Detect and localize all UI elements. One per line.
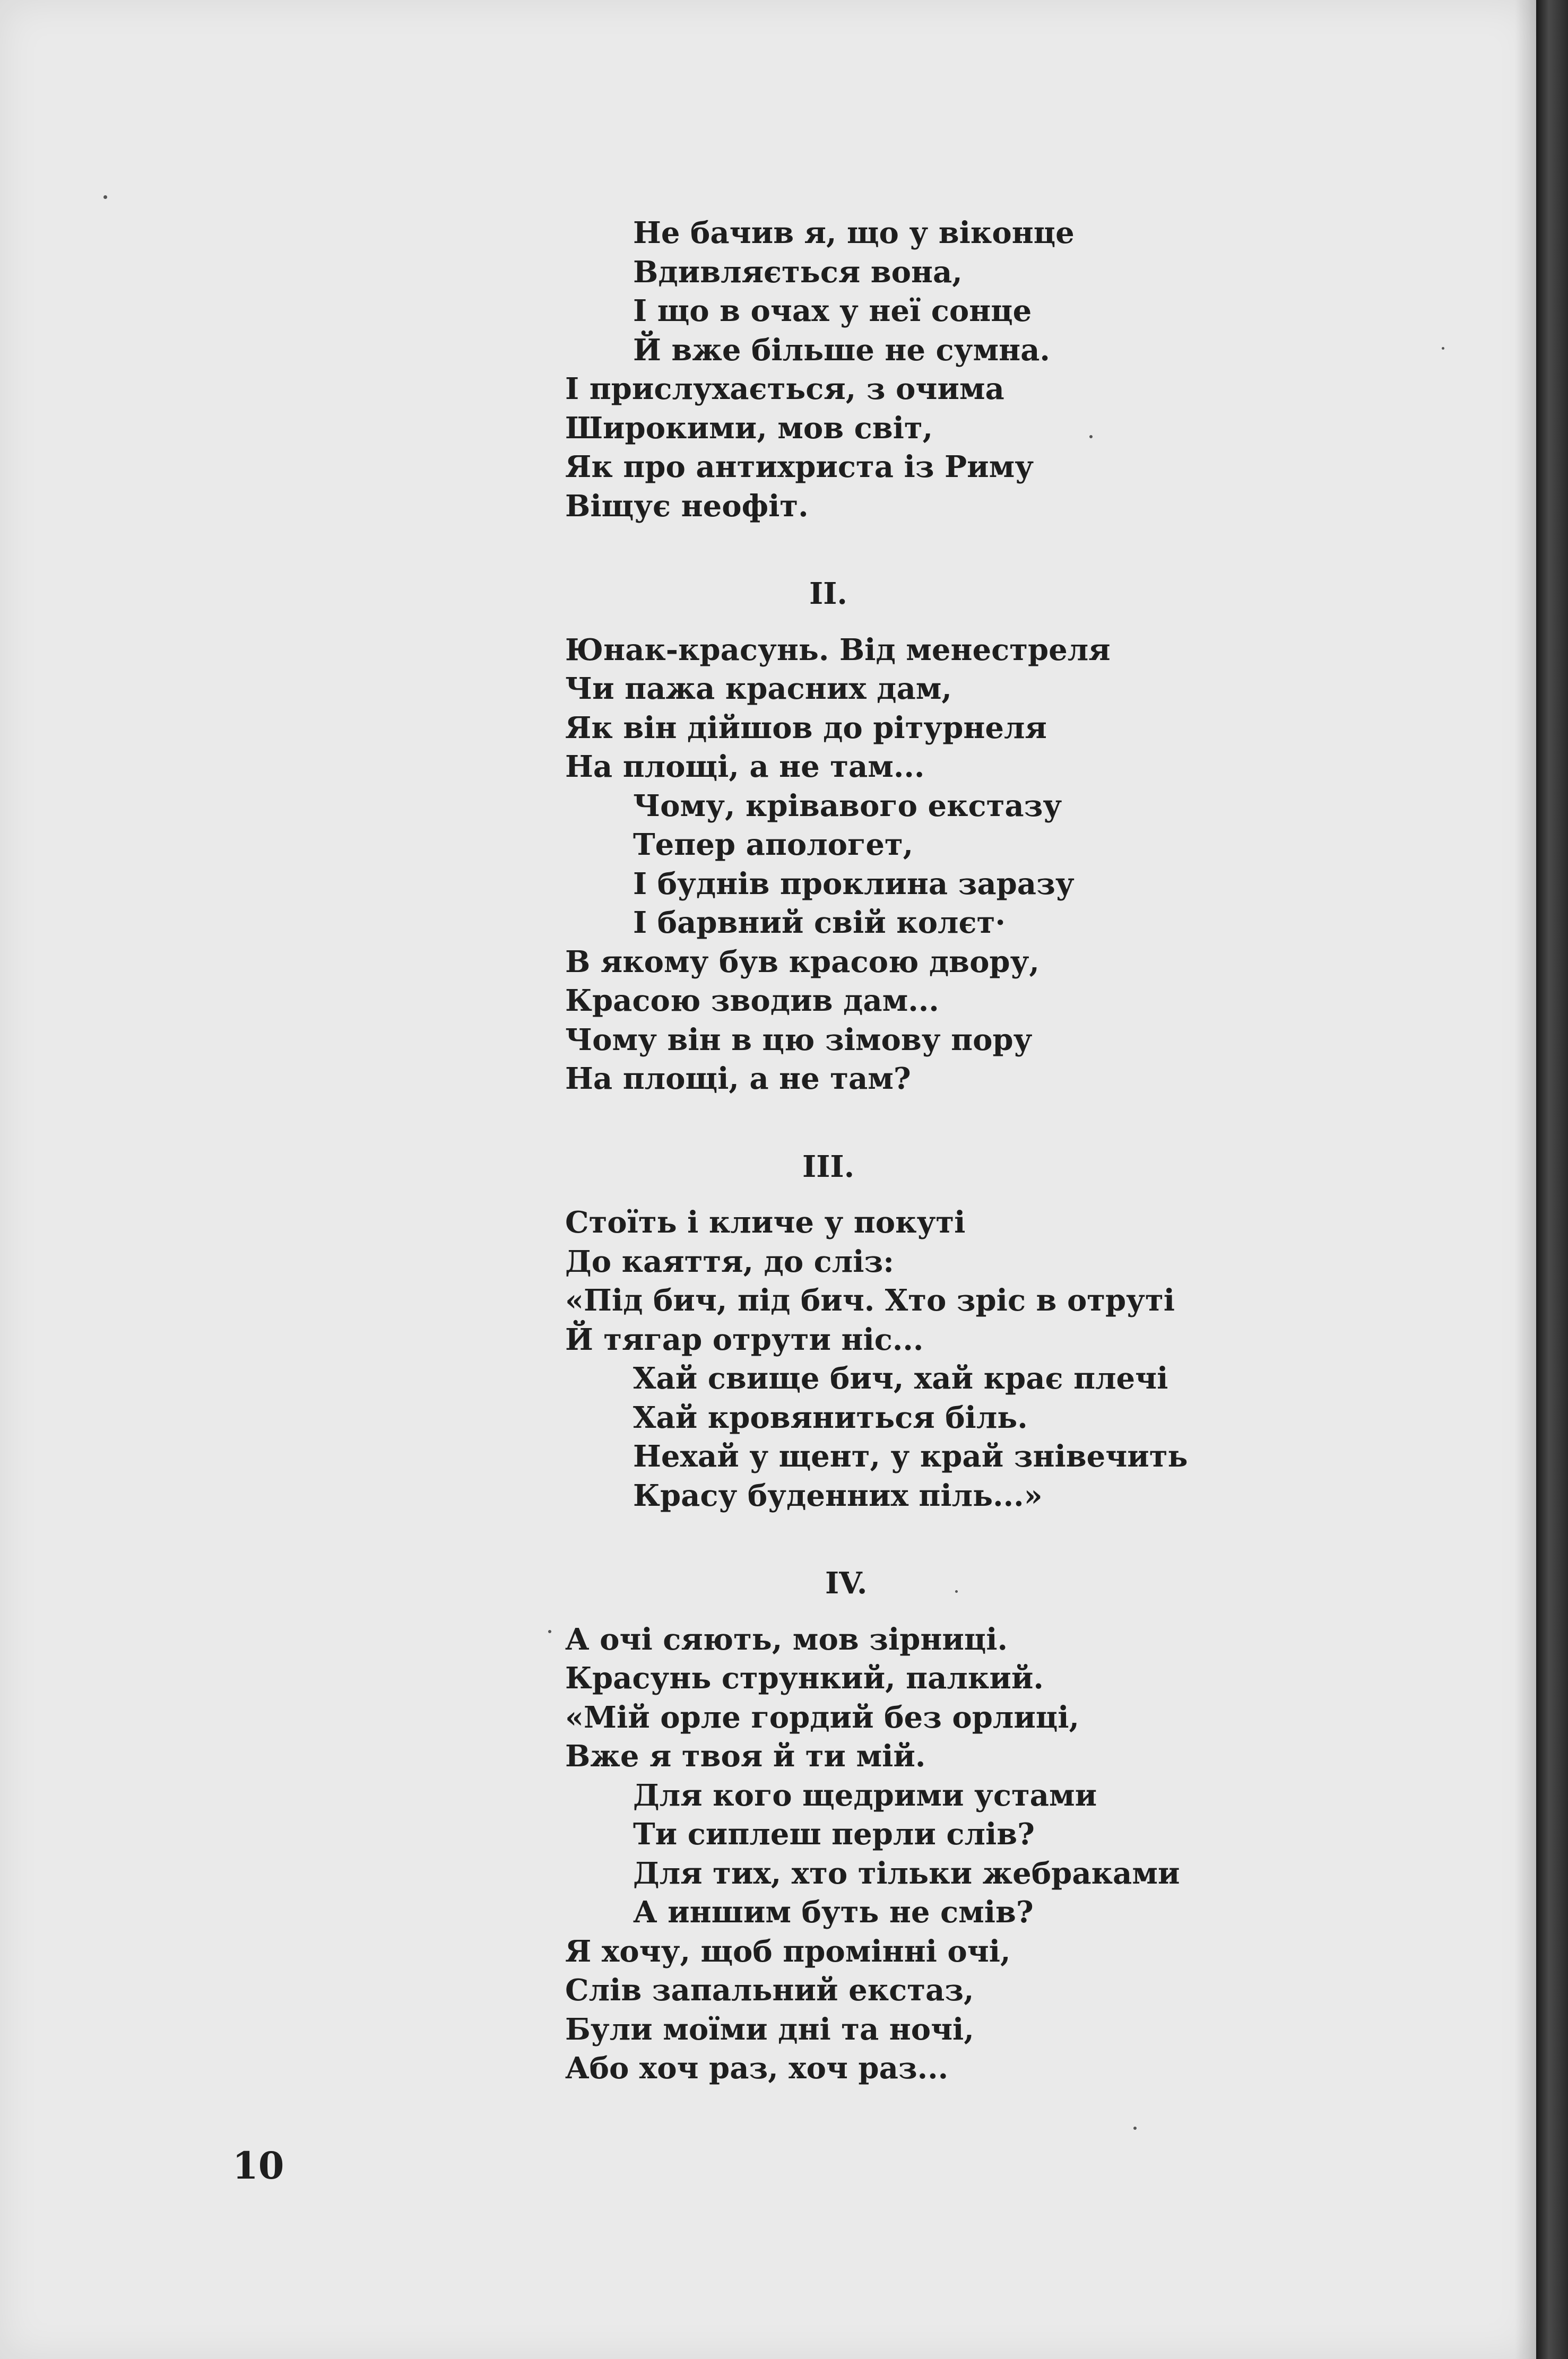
poem-line: Й тягар отрути ніс... <box>565 1322 924 1357</box>
poem-line: Вдивляється вона, <box>633 254 963 290</box>
poem-line: Красу буденних піль...» <box>633 1478 1043 1513</box>
section-number-3: III. <box>802 1149 855 1184</box>
poem-line: Або хоч раз, хоч раз... <box>565 2051 949 2086</box>
stanza-section-4 <box>565 1620 1361 2088</box>
poem-line: Хай свище бич, хай крає плечі <box>633 1361 1168 1396</box>
poem-line: Для тих, хто тільки жебраками <box>633 1855 1180 1891</box>
poem-line: «Під бич, під бич. Хто зріс в отруті <box>565 1283 1175 1318</box>
poem-line: Юнак-красунь. Від менестреля <box>565 632 1111 667</box>
poem-line: Тепер апологет, <box>633 827 914 862</box>
poem-line: В якому був красою двору, <box>565 944 1039 979</box>
poem-line: Як про антихриста із Риму <box>565 449 1034 484</box>
poem-line: А иншим буть не смів? <box>633 1895 1034 1930</box>
poem-line: Й вже більше не сумна. <box>633 332 1050 368</box>
page-number: 10 <box>232 2144 284 2188</box>
poem-line: Ти сиплеш перли слів? <box>633 1817 1035 1852</box>
poem-line: Стоїть і кличе у покуті <box>565 1205 966 1240</box>
poem-line: Красою зводив дам... <box>565 983 939 1018</box>
stanza-gap <box>565 1515 1361 1564</box>
stanza-gap <box>565 1099 1361 1148</box>
poem-line: Красунь стрункий, палкий. <box>565 1661 1044 1696</box>
paper-speck <box>548 1630 551 1633</box>
poem-line: Чому він в цю зімову пору <box>565 1022 1033 1057</box>
paper-speck <box>1442 347 1444 350</box>
poem-line: І барвний свій колєт· <box>633 905 1006 940</box>
poem-line: Чи пажа красних дам, <box>565 671 952 706</box>
poem-line: Хай кровяниться біль. <box>633 1400 1028 1435</box>
section-number-2: II. <box>809 576 847 611</box>
poem-line: Нехай у щент, у край знівечить <box>633 1439 1188 1474</box>
section-number-4: IV. <box>825 1566 868 1601</box>
paper-speck <box>103 195 107 199</box>
poem-line: Не бачив я, що у віконце <box>633 215 1075 250</box>
stanza-gap <box>565 526 1361 575</box>
paper-speck <box>1133 2127 1137 2130</box>
poem-line: І що в очах у неї сонце <box>633 293 1032 328</box>
stanza-part1 <box>565 214 1361 526</box>
poem-line: На площі, а не там? <box>565 1061 911 1096</box>
poem-line: Широкими, мов світ, <box>565 410 933 446</box>
page-edge-dark <box>1536 0 1568 2359</box>
poem-line: І прислухається, з очима <box>565 371 1004 406</box>
poem-text <box>565 214 1361 2088</box>
poem-line: Були моїми дні та ночі, <box>565 2011 974 2047</box>
poem-line: Я хочу, щоб промінні очі, <box>565 1933 1011 1969</box>
poem-line: І буднів проклина заразу <box>633 866 1075 901</box>
stanza-section-3 <box>565 1203 1361 1515</box>
poem-line: А очі сяють, мов зірниці. <box>565 1621 1008 1657</box>
poem-line: «Мій орле гордий без орлиці, <box>565 1699 1080 1735</box>
poem-line: Вже я твоя й ти мій. <box>565 1739 926 1774</box>
poem-line: На площі, а не там... <box>565 749 925 784</box>
stanza-gap <box>565 1603 1361 1620</box>
poem-line: Як він дійшов до рітурнеля <box>565 710 1047 745</box>
poem-line: Слів запальний екстаз, <box>565 1973 974 2008</box>
page-gutter-shadow <box>1515 0 1536 2359</box>
stanza-section-2 <box>565 631 1361 1099</box>
poem-line: Для кого щедрими устами <box>633 1777 1097 1813</box>
poem-line: До каяття, до сліз: <box>565 1244 894 1279</box>
poem-line: Віщує неофіт. <box>565 488 809 524</box>
poem-line: Чому, крівавого екстазу <box>633 788 1062 823</box>
stanza-gap <box>565 1186 1361 1203</box>
stanza-gap <box>565 614 1361 631</box>
